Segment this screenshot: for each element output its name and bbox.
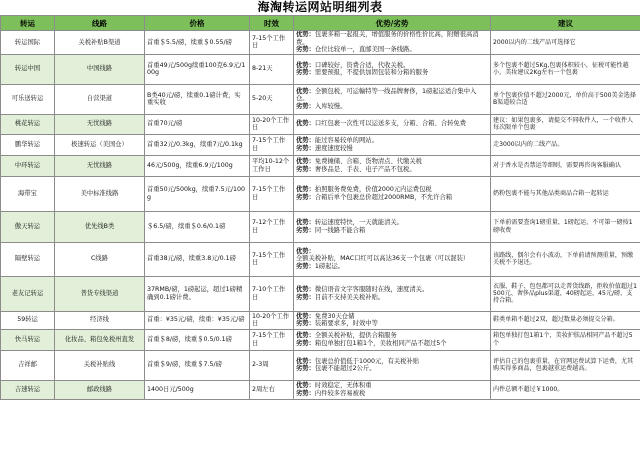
service-name-cell: 转运中国 — [1, 54, 55, 84]
pros-text: 全额关税补贴，MAC口红可以高达36支一个包裹（可以混装） — [296, 255, 470, 263]
pros-text: 免费摊储、合箱、货物清点、代缴关税 — [314, 158, 422, 166]
price-cell: B类40元/磅，续重0.1磅计费，实重实收 — [145, 84, 250, 114]
cons-line — [296, 390, 488, 398]
pros-line — [296, 120, 488, 128]
table-row — [1, 84, 640, 114]
pros-cons-cell — [294, 176, 491, 211]
cons-label: 劣势： — [296, 339, 315, 347]
pros-cons-cell — [294, 311, 491, 329]
pros-line — [296, 137, 488, 145]
service-name-cell: 中环转运 — [1, 155, 55, 176]
cons-label: 劣势： — [296, 226, 315, 234]
route-cell: 邮政线路 — [55, 380, 145, 399]
header-cell: 建议 — [491, 16, 640, 31]
pros-text: 包裹多箱一起报关，增值服务的价格性价比高，附赠很高消费。 — [296, 31, 479, 46]
header-cell: 价格 — [145, 16, 250, 31]
header-cell: 转运 — [1, 16, 55, 31]
pros-label: 优势： — [296, 286, 315, 294]
pros-cons-cell — [294, 211, 491, 242]
delivery-time-cell: 10-20个工作日 — [250, 311, 294, 329]
cons-label: 劣势： — [296, 193, 315, 201]
service-name-cell: 鹏华转运 — [1, 134, 55, 155]
cons-text: 包裹不能超过2公斤。 — [314, 365, 376, 373]
suggestion-cell: 衣服、鞋子、包包都可以走普货线路，拒收价值超过1500元、奢侈品plus渠道，40磅起运，45元/磅，支持合箱。 — [491, 276, 640, 311]
pros-text: 包裹总价值低于1000元，有关税补贴 — [314, 357, 420, 365]
price-cell: 首重49元/500g续重100克6.9元/100g — [145, 54, 250, 84]
table-row — [1, 329, 640, 350]
suggestion-cell: 单个包裹价值不超过2000元，单价高于500美金选择B渠道较合适 — [491, 84, 640, 114]
pros-cons-cell — [294, 276, 491, 311]
route-cell: 无忧线路 — [55, 114, 145, 134]
pros-cons-cell — [294, 380, 491, 399]
suggestion-cell: 鞋类单箱不超过2双，超过数量必须提交分箱。 — [491, 311, 640, 329]
cons-text: 箱包单独打包1箱1个，美妆相同产品不超过5个 — [314, 339, 447, 347]
pros-cons-cell — [294, 54, 491, 84]
delivery-time-cell: 7-15个工作日 — [250, 176, 294, 211]
cons-text: 入库较慢。 — [314, 102, 347, 110]
pros-text: 口碑较好，资费合适，代收关税。 — [314, 61, 410, 69]
suggestion-cell: 建议：如果包裹多，请提交不同收件人，一个收件人每次限单个包裹 — [491, 114, 640, 134]
cons-text: 装箱要求多，时效中等 — [314, 320, 378, 328]
cons-label: 劣势： — [296, 102, 315, 110]
header-cell: 时效 — [250, 16, 294, 31]
pros-text: 全额关税补贴，提供合箱服务 — [314, 332, 397, 340]
cons-label: 劣势： — [296, 320, 315, 328]
pros-line — [296, 62, 488, 70]
pros-label: 优势： — [296, 137, 315, 145]
delivery-time-cell: 10-20个工作日 — [250, 114, 294, 134]
price-cell: ＄6.5/磅，续重＄0.6/0.1磅 — [145, 211, 250, 242]
service-name-cell: 可乐送转运 — [1, 84, 55, 114]
cons-label: 劣势： — [296, 46, 315, 54]
cons-text: 同一线路不能合箱 — [314, 226, 366, 234]
table-row — [1, 276, 640, 311]
pros-cons-cell — [294, 31, 491, 55]
pros-line — [296, 88, 488, 103]
pros-line — [296, 186, 488, 194]
pros-cons-cell — [294, 329, 491, 350]
pros-cons-cell — [294, 155, 491, 176]
cons-line — [296, 103, 488, 111]
pros-label: 优势： — [296, 247, 315, 255]
service-name-cell: 傲天转运 — [1, 211, 55, 242]
cons-text: 目前不支持美关税补贴。 — [314, 293, 385, 301]
route-cell: 化妆品、箱包免税州直发 — [55, 329, 145, 350]
route-cell: 关税补贴线 — [55, 350, 145, 380]
cons-line — [296, 46, 488, 54]
pros-line — [296, 332, 488, 340]
route-cell: C线路 — [55, 242, 145, 276]
price-cell: 首重38元/磅，续重3.8元/0.1磅 — [145, 242, 250, 276]
pros-text: 转运速度特快，一天就能清关。 — [314, 219, 404, 227]
suggestion-cell: 奶粉包裹不能与其他品类商品合箱一起转运 — [491, 176, 640, 211]
pros-line — [296, 219, 488, 227]
comparison-table — [0, 15, 640, 400]
cons-text: 合箱后单个包裹总价超过2000RMB，不允许合箱 — [314, 193, 453, 201]
delivery-time-cell: 7-10个工作日 — [250, 276, 294, 311]
route-cell: 无忧线路 — [55, 155, 145, 176]
route-cell: 优先线B类 — [55, 211, 145, 242]
pros-label: 优势： — [296, 357, 315, 365]
route-cell: 中国线路 — [55, 54, 145, 84]
price-cell: 46元/500g，续重6.9元/100g — [145, 155, 250, 176]
suggestion-cell: 下单前需要查询1磅重量，1磅起运，不可第一磅按1磅收费 — [491, 211, 640, 242]
delivery-time-cell: 2周左右 — [250, 380, 294, 399]
table-row — [1, 350, 640, 380]
price-cell: 首重70元/磅 — [145, 114, 250, 134]
table-row — [1, 380, 640, 399]
route-cell: 普货专线渠道 — [55, 276, 145, 311]
service-name-cell: 快马转运 — [1, 329, 55, 350]
table-row — [1, 311, 640, 329]
pros-text: 免费30天仓储 — [314, 312, 355, 320]
pros-line — [296, 382, 488, 390]
pros-label: 优势： — [296, 382, 315, 390]
pros-label: 优势： — [296, 186, 315, 194]
delivery-time-cell: 7-12个工作日 — [250, 211, 294, 242]
cons-text: 仓位比较单一，直邮美国一条线路。 — [314, 46, 416, 54]
delivery-time-cell: 7-15个工作日 — [250, 242, 294, 276]
table-row — [1, 211, 640, 242]
delivery-time-cell: 平均10-12个工作日 — [250, 155, 294, 176]
cons-label: 劣势： — [296, 69, 315, 77]
delivery-time-cell: 2-3周 — [250, 350, 294, 380]
pros-cons-cell — [294, 114, 491, 134]
cons-line — [296, 340, 488, 348]
suggestion-cell: 箱包单独打包1箱1个，美妆护肤品相同产品不超过5个 — [491, 329, 640, 350]
service-name-cell: 老友记转运 — [1, 276, 55, 311]
route-cell: 经济线 — [55, 311, 145, 329]
price-cell: 37RMB/磅，1磅起运，超过1磅精确到0.1磅计费。 — [145, 276, 250, 311]
table-row — [1, 242, 640, 276]
cons-line — [296, 145, 488, 153]
cons-label: 劣势： — [296, 144, 315, 152]
service-name-cell: 桃花转运 — [1, 114, 55, 134]
pros-line — [296, 286, 488, 294]
cons-line — [296, 194, 488, 202]
cons-line — [296, 166, 488, 174]
pros-label: 优势： — [296, 87, 315, 95]
price-cell: 首重32元/0.3kg，续重7元/0.1kg — [145, 134, 250, 155]
service-name-cell: 隔壁转运 — [1, 242, 55, 276]
cons-text: 奢侈品是、手表、电子产品不包税。 — [314, 165, 416, 173]
pros-line — [296, 313, 488, 321]
table-row — [1, 155, 640, 176]
pros-cons-cell — [294, 350, 491, 380]
cons-text: 1磅起运。 — [314, 262, 345, 270]
route-cell: 自营渠道 — [55, 84, 145, 114]
pros-label: 优势： — [296, 312, 315, 320]
suggestion-cell: 走3000以内的二线产品。 — [491, 134, 640, 155]
pros-cons-cell — [294, 134, 491, 155]
price-cell: 首重＄9/磅，续重＄7.5/磅 — [145, 350, 250, 380]
cons-text: 需要预报，不提供加固包装和分箱的服务 — [314, 69, 429, 77]
pros-text: 拍照服务费免费，价值2000元内运费包税 — [314, 186, 432, 194]
table-title: 海淘转运网站明细列表 — [257, 0, 383, 14]
pros-line — [296, 358, 488, 366]
delivery-time-cell: 7-15个工作日 — [250, 134, 294, 155]
cons-text: 内件较多容易被税 — [314, 389, 366, 397]
service-name-cell: 吉速转运 — [1, 380, 55, 399]
pros-line — [296, 31, 488, 46]
route-cell: 美中标准线路 — [55, 176, 145, 211]
cons-label: 劣势： — [296, 365, 315, 373]
price-cell: 首重＄8/磅，续重＄0.5/0.1磅 — [145, 329, 250, 350]
table-row — [1, 114, 640, 134]
header-cell: 线路 — [55, 16, 145, 31]
suggestion-cell: 2000以内的二线产品可选择它 — [491, 31, 640, 55]
table-row — [1, 54, 640, 84]
price-cell: 首重50元/500kg，续重7.5元/100g — [145, 176, 250, 211]
route-cell: 关税补贴B渠道 — [55, 31, 145, 55]
cons-label: 劣势： — [296, 165, 315, 173]
delivery-time-cell: 8-21天 — [250, 54, 294, 84]
cons-line — [296, 294, 488, 302]
pros-text: 能过容易较单的网站。 — [314, 137, 378, 145]
pros-line — [296, 158, 488, 166]
price-cell: 1400日元/500g — [145, 380, 250, 399]
table-row — [1, 31, 640, 55]
cons-text: 速度速度较慢 — [314, 144, 353, 152]
pros-cons-cell — [294, 84, 491, 114]
cons-line — [296, 320, 488, 328]
pros-label: 优势： — [296, 219, 315, 227]
delivery-time-cell: 7-15个工作日 — [250, 329, 294, 350]
cons-line — [296, 69, 488, 77]
cons-label: 劣势： — [296, 293, 315, 301]
pros-label: 优势： — [296, 31, 315, 38]
service-name-cell: 海带宝 — [1, 176, 55, 211]
service-name-cell: 转运国际 — [1, 31, 55, 55]
suggestion-cell: 多个包裹不超过5Kg,包裹体积较小，征税可能性越小，美妆建议2Kg左右一个包裹 — [491, 54, 640, 84]
table-row — [1, 176, 640, 211]
header-row — [1, 16, 640, 31]
pros-cons-cell — [294, 242, 491, 276]
pros-text: 全额包税，可运輸特等一线品牌奢侈，1磅起运适合集中入仓。 — [296, 87, 477, 103]
service-name-cell: 59转运 — [1, 311, 55, 329]
table-row — [1, 134, 640, 155]
pros-label: 优势： — [296, 158, 315, 166]
pros-text: 微信语音文字客服随时在线，速度清关。 — [314, 286, 429, 294]
pros-line — [296, 248, 488, 263]
pros-label: 优势： — [296, 120, 315, 128]
price-cell: 首重：¥35元/磅，续重：¥35元/磅 — [145, 311, 250, 329]
suggestion-cell: 评估自己的包裹重量，在官网运费试算下运费，尤其购买得多商品，包裹越重运费越高。 — [491, 350, 640, 380]
header-cell: 优势/劣势 — [294, 16, 491, 31]
pros-label: 优势： — [296, 332, 315, 340]
price-cell: 首重＄5.5/磅，续重＄0.55/磅 — [145, 31, 250, 55]
suggestion-cell: 该路线，偶尔会有小波动，下单前请预测重量，预缴关税不予退还。 — [491, 242, 640, 276]
cons-line — [296, 263, 488, 271]
pros-text: 口红包裹一次性可以运送多支，分箱、合箱、合转免费 — [314, 120, 467, 128]
cons-line — [296, 365, 488, 373]
delivery-time-cell: 7-15个工作日 — [250, 31, 294, 55]
delivery-time-cell: 5-20天 — [250, 84, 294, 114]
suggestion-cell: 内件总额不超过￥1000。 — [491, 380, 640, 399]
cons-line — [296, 227, 488, 235]
pros-text: 时效稳定，无体积重 — [314, 382, 372, 390]
suggestion-cell: 对于香水是否禁运等细则，需要再咨询客服确认 — [491, 155, 640, 176]
cons-label: 劣势： — [296, 389, 315, 397]
cons-label: 劣势： — [296, 262, 315, 270]
route-cell: 极速转运（美国仓） — [55, 134, 145, 155]
service-name-cell: 吉祥邮 — [1, 350, 55, 380]
pros-label: 优势： — [296, 61, 315, 69]
